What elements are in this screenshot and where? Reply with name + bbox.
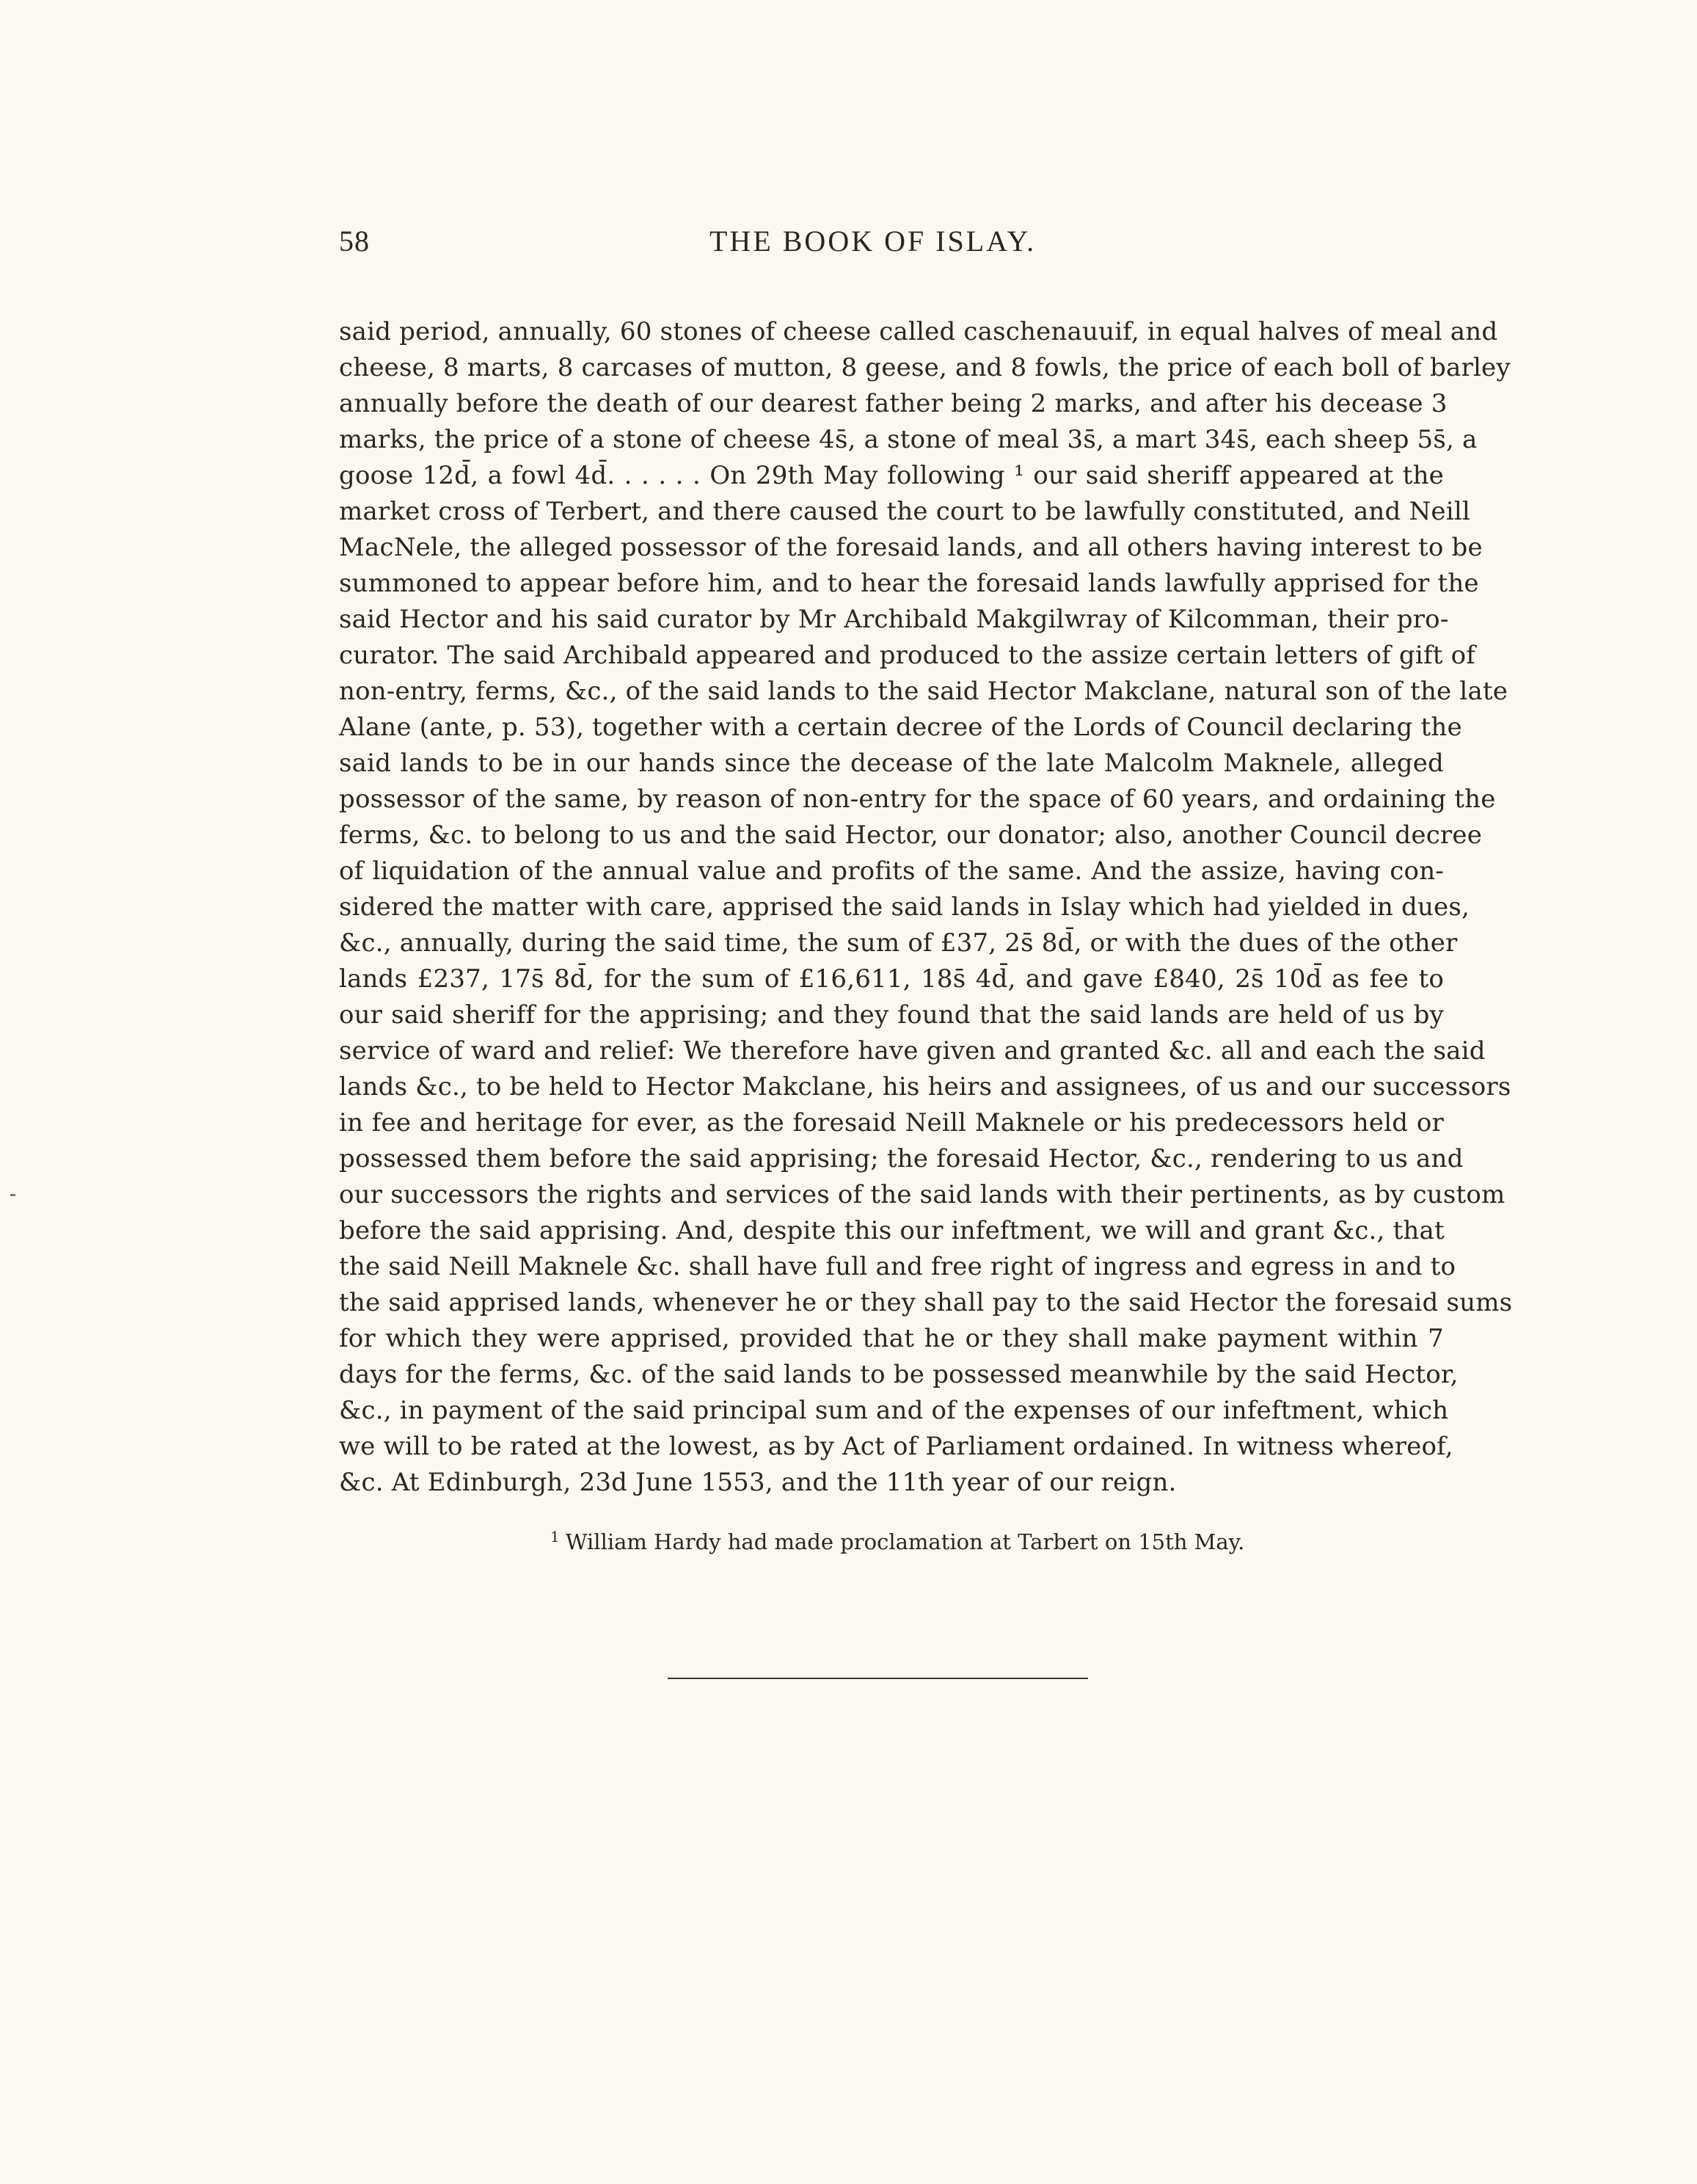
text-line: &c. At Edinburgh, 23d June 1553, and the 11th year of our reign. bbox=[339, 1468, 1177, 1497]
footnote bbox=[550, 1522, 1284, 1557]
text-line: curator. The said Archibald appeared and produced to the assize certain letters of gift of bbox=[339, 641, 1476, 670]
text-line: the said apprised lands, whenever he or they shall pay to the said Hector the foresaid sums bbox=[339, 1288, 1513, 1317]
text-line: ferms, &c. to belong to us and the said Hector, our donator; also, another Council decree bbox=[339, 820, 1483, 850]
text-line: MacNele, the alleged possessor of the foresaid lands, and all others having interest to be bbox=[339, 533, 1483, 562]
body-text bbox=[339, 314, 1513, 1501]
text-line: market cross of Terbert, and there caused the court to be lawfully constituted, and Neill bbox=[339, 497, 1470, 526]
margin-mark bbox=[10, 1194, 15, 1196]
section-end-rule bbox=[668, 1678, 1088, 1679]
text-line: the said Neill Maknele &c. shall have full and free right of ingress and egress in and to bbox=[339, 1252, 1456, 1281]
text-line: our said sheriff for the apprising; and they found that the said lands are held of us by bbox=[339, 1000, 1444, 1030]
text-line: summoned to appear before him, and to hear the foresaid lands lawfully apprised for the bbox=[339, 569, 1479, 598]
text-line: sidered the matter with care, apprised the said lands in Islay which had yielded in dues, bbox=[339, 892, 1470, 922]
text-line: cheese, 8 marts, 8 carcases of mutton, 8 geese, and 8 fowls, the price of each boll of barley bbox=[339, 353, 1511, 382]
text-line: &c., annually, during the said time, the sum of £37, 2s̄ 8d̄, or with the dues of the other bbox=[339, 928, 1458, 958]
footnote-marker: 1 bbox=[550, 1528, 560, 1546]
text-line: for which they were apprised, provided that he or they shall make payment within 7 bbox=[339, 1324, 1444, 1353]
page-number: 58 bbox=[339, 225, 370, 258]
text-line: our successors the rights and services of the said lands with their pertinents, as by custom bbox=[339, 1180, 1506, 1209]
text-line: non-entry, ferms, &c., of the said lands to the said Hector Makclane, natural son of the late bbox=[339, 677, 1508, 706]
text-line: lands £237, 17s̄ 8d̄, for the sum of £16,611, 18s̄ 4d̄, and gave £840, 2s̄ 10d̄ as fee to bbox=[339, 964, 1444, 994]
text-line: service of ward and relief: We therefore have given and granted &c. all and each the said bbox=[339, 1036, 1486, 1066]
running-title: THE BOOK OF ISLAY. bbox=[709, 225, 1037, 258]
text-line: said period, annually, 60 stones of cheese called caschenauuif, in equal halves of meal and bbox=[339, 317, 1498, 346]
text-line: annually before the death of our dearest father being 2 marks, and after his decease 3 bbox=[339, 389, 1448, 418]
text-line: lands &c., to be held to Hector Makclane, his heirs and assignees, of us and our successors bbox=[339, 1072, 1511, 1102]
running-head bbox=[339, 224, 1444, 265]
text-line: said Hector and his said curator by Mr Archibald Makgilwray of Kilcomman, their pro- bbox=[339, 605, 1449, 634]
text-line: said lands to be in our hands since the decease of the late Malcolm Maknele, alleged bbox=[339, 749, 1444, 778]
text-line: we will to be rated at the lowest, as by Act of Parliament ordained. In witness whereof, bbox=[339, 1432, 1453, 1461]
footnote-text: William Hardy had made proclamation at Tarbert on 15th May. bbox=[565, 1529, 1245, 1554]
text-line: in fee and heritage for ever, as the foresaid Neill Maknele or his predecessors held or bbox=[339, 1108, 1444, 1138]
text-line: of liquidation of the annual value and profits of the same. And the assize, having con- bbox=[339, 856, 1444, 886]
text-line: possessor of the same, by reason of non-entry for the space of 60 years, and ordaining the bbox=[339, 785, 1496, 814]
text-line: marks, the price of a stone of cheese 4s̄, a stone of meal 3s̄, a mart 34s̄, each sheep 5s̄, a bbox=[339, 425, 1478, 454]
text-line: days for the ferms, &c. of the said lands to be possessed meanwhile by the said Hector, bbox=[339, 1360, 1459, 1389]
text-line: possessed them before the said apprising; the foresaid Hector, &c., rendering to us and bbox=[339, 1144, 1464, 1173]
text-line: Alane (ante, p. 53), together with a certain decree of the Lords of Council declaring the bbox=[339, 713, 1462, 742]
text-line: goose 12d̄, a fowl 4d̄. . . . . . On 29th May following ¹ our said sheriff appeared at the bbox=[339, 461, 1444, 490]
text-line: &c., in payment of the said principal sum and of the expenses of our infeftment, which bbox=[339, 1396, 1449, 1425]
text-line: before the said apprising. And, despite this our infeftment, we will and grant &c., that bbox=[339, 1216, 1445, 1245]
